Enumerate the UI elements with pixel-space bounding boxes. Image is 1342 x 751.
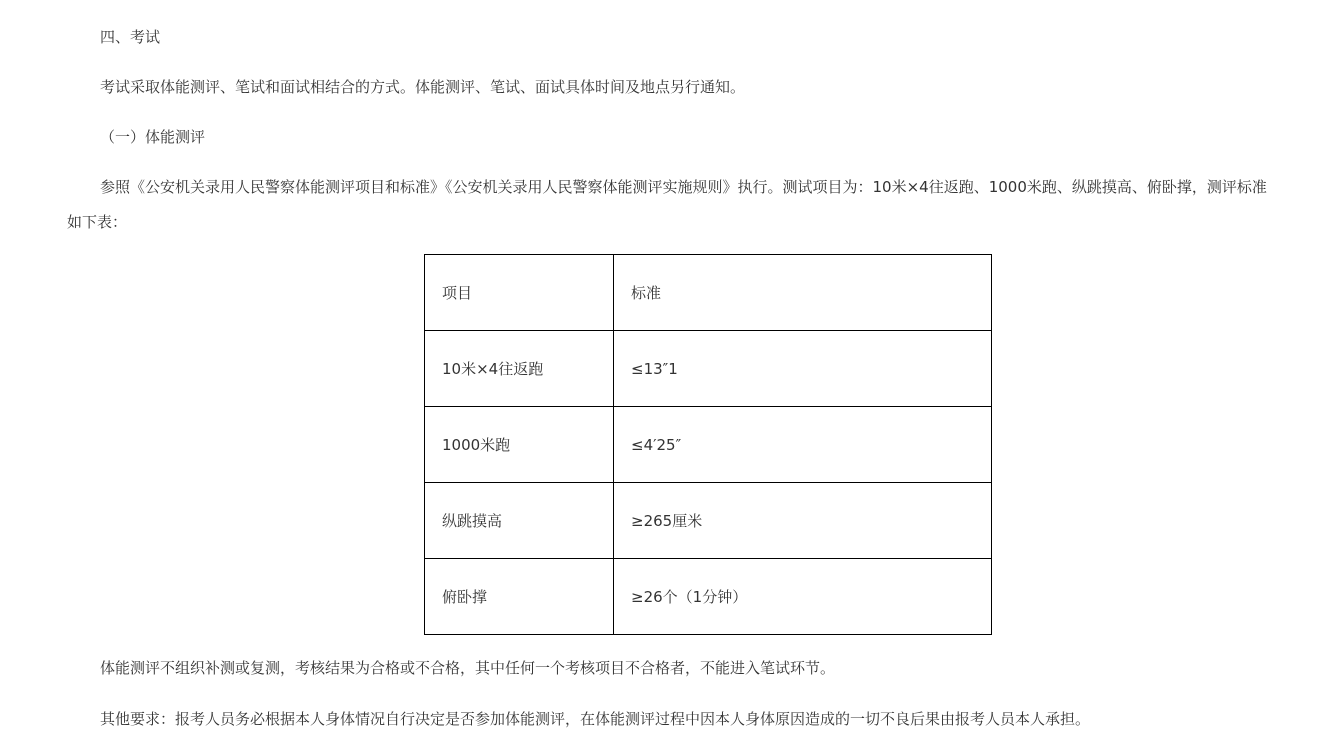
- table-cell-item: 10米×4往返跑: [425, 331, 614, 407]
- table-row: [425, 407, 992, 483]
- table-row: [425, 559, 992, 635]
- fitness-standards-table: [424, 254, 992, 635]
- table-cell-item: 纵跳摸高: [425, 483, 614, 559]
- other-requirements-paragraph: 其他要求：报考人员务必根据本人身体情况自行决定是否参加体能测评，在体能测评过程中因本人身体原因造成的一切不良后果由报考人员本人承担。: [100, 710, 1091, 728]
- retest-note-paragraph: 体能测评不组织补测或复测，考核结果为合格或不合格，其中任何一个考核项目不合格者，不能进入笔试环节。: [100, 659, 836, 677]
- section-heading: 四、考试: [100, 28, 161, 46]
- table-row: [425, 483, 992, 559]
- subsection-heading: （一）体能测评: [100, 128, 206, 146]
- table-cell-standard: ≥265厘米: [614, 483, 992, 559]
- table-header-standard: 标准: [614, 255, 992, 331]
- reference-paragraph-line-2: 如下表：: [67, 213, 128, 231]
- table-cell-standard: ≥26个（1分钟）: [614, 559, 992, 635]
- table-row: [425, 331, 992, 407]
- table-cell-standard: ≤13″1: [614, 331, 992, 407]
- exam-intro-paragraph: 考试采取体能测评、笔试和面试相结合的方式。体能测评、笔试、面试具体时间及地点另行通知。: [100, 78, 746, 96]
- table-cell-standard: ≤4′25″: [614, 407, 992, 483]
- table-cell-item: 俯卧撑: [425, 559, 614, 635]
- table-header-item: 项目: [425, 255, 614, 331]
- reference-paragraph-line-1: 参照《公安机关录用人民警察体能测评项目和标准》《公安机关录用人民警察体能测评实施规则》执行。测试项目为：10米×4往返跑、1000米跑、纵跳摸高、俯卧撑，测评标准: [100, 178, 1267, 196]
- table-header-row: [425, 255, 992, 331]
- table-cell-item: 1000米跑: [425, 407, 614, 483]
